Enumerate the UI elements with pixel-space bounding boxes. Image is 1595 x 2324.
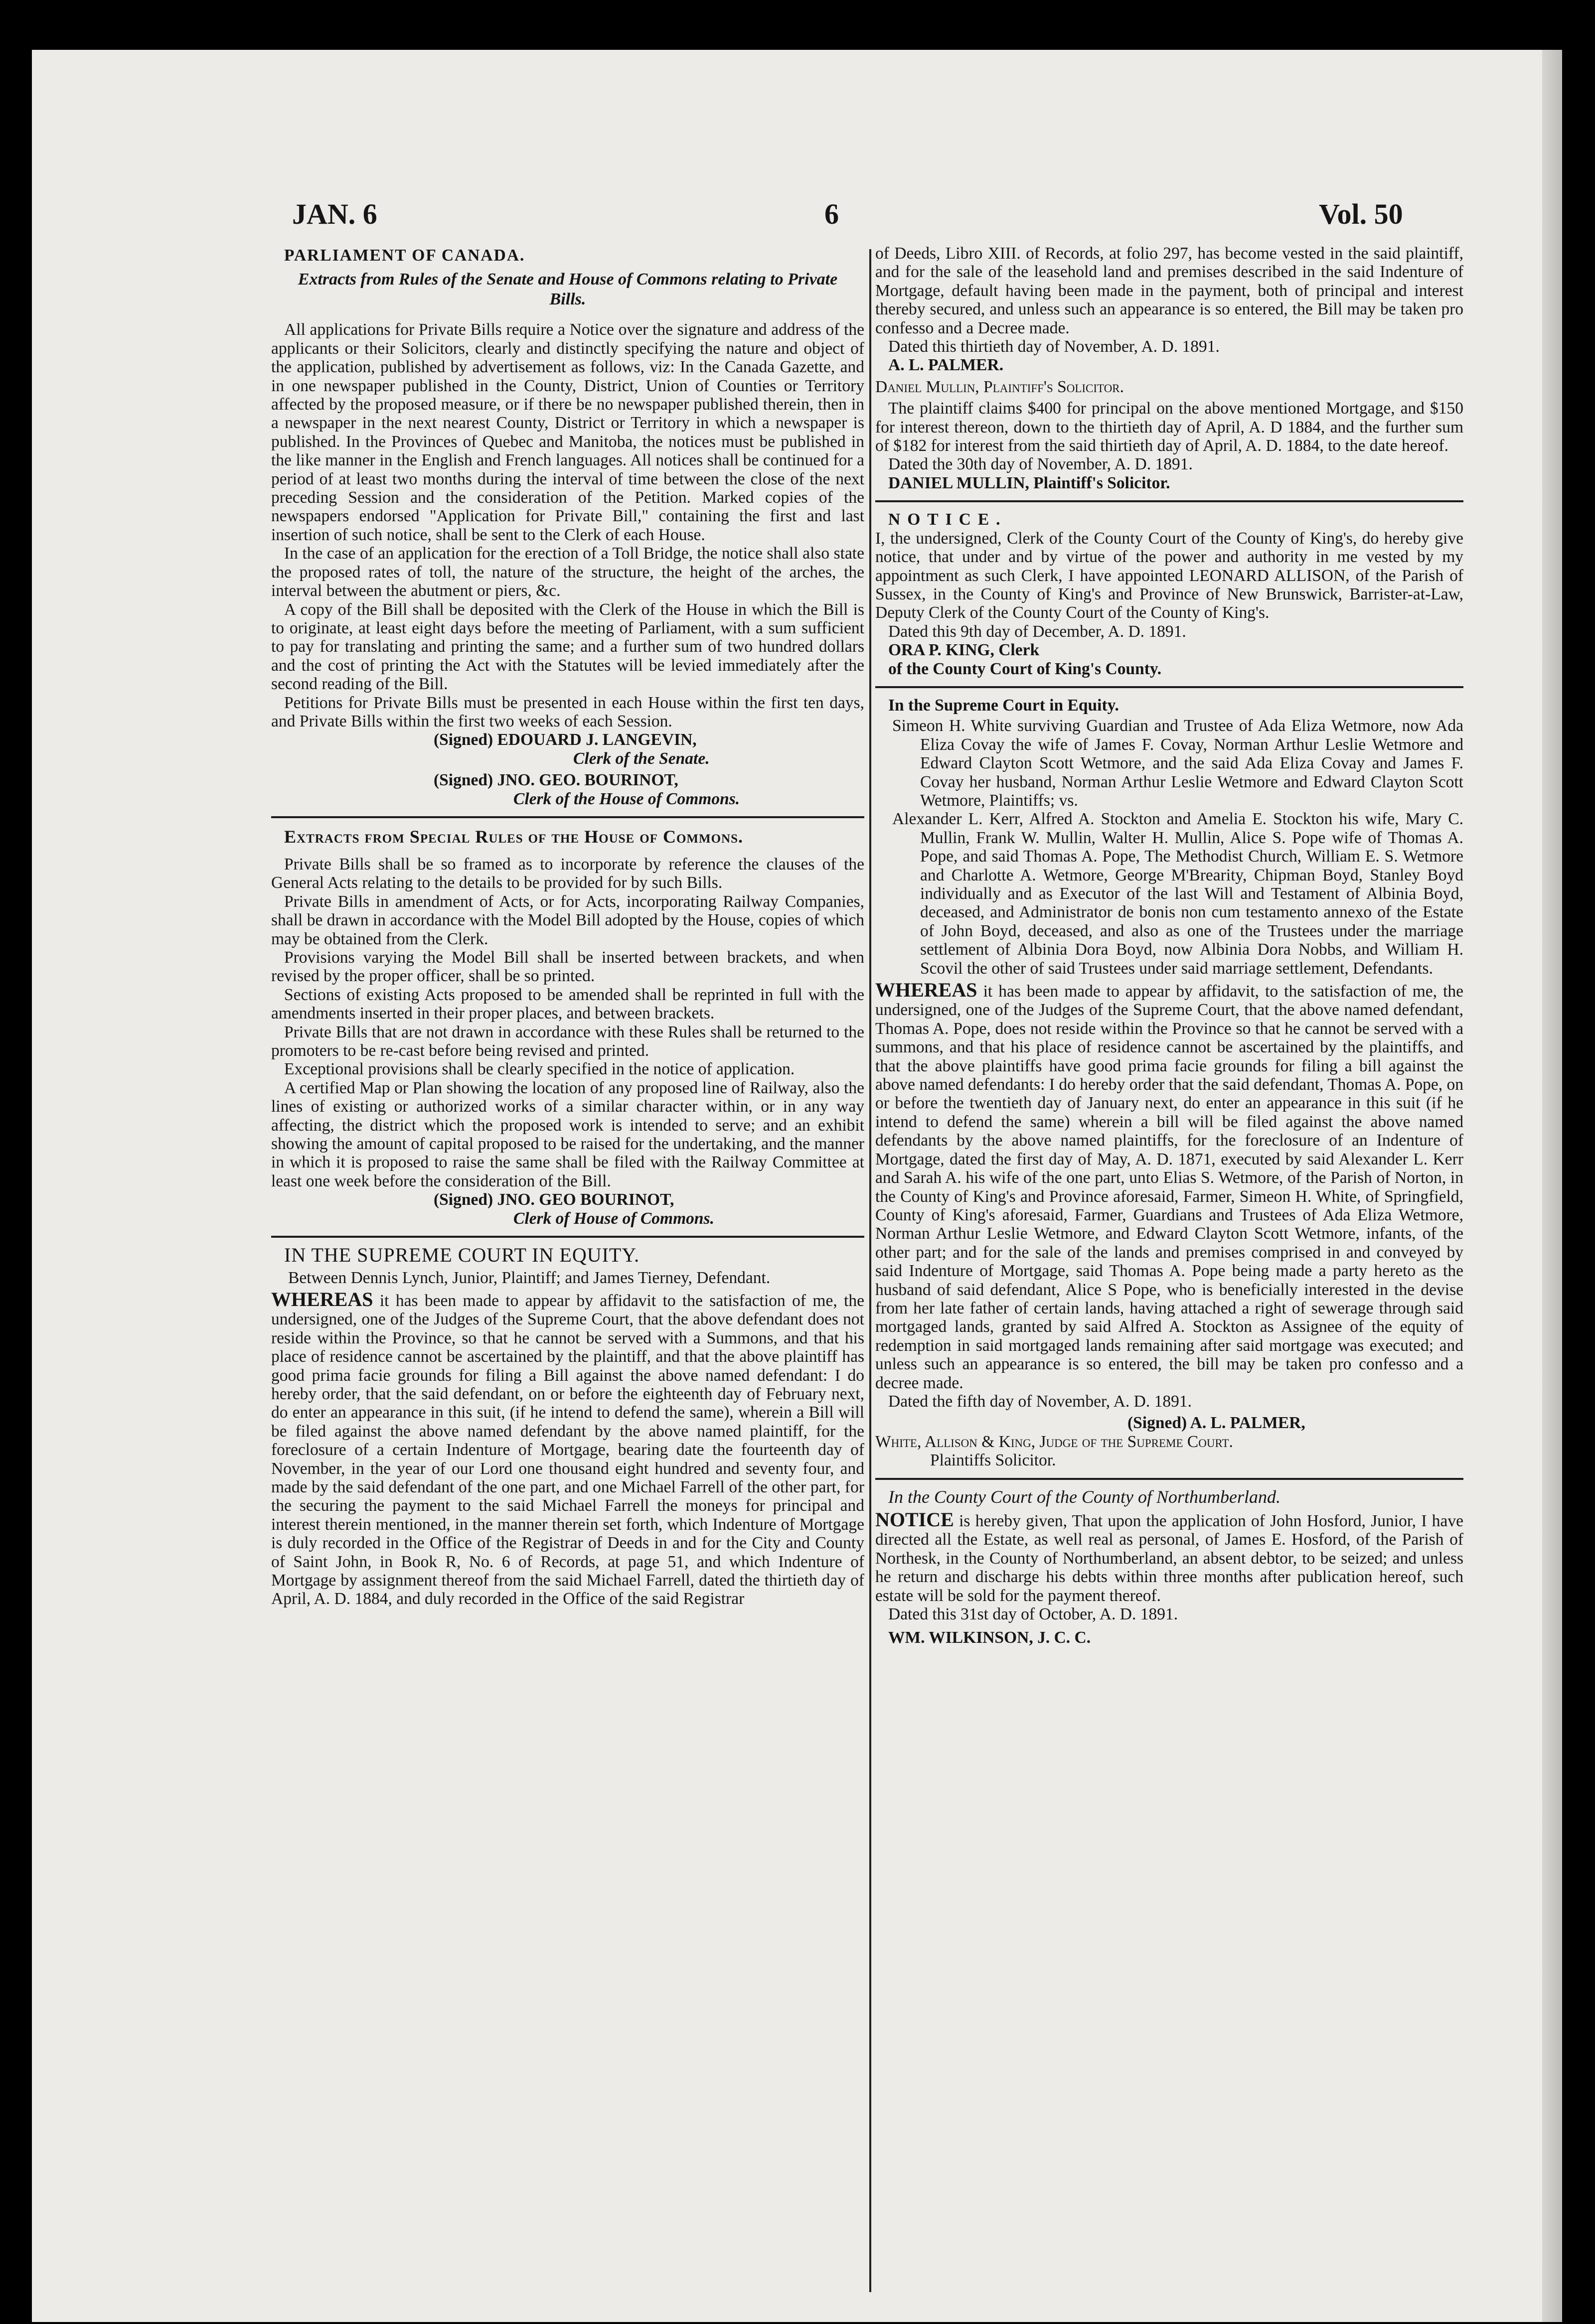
north-body: is hereby given, That upon the application of John Hosford, Junior, I have directed all the Estate, as well real as personal, of James E. Hosford, of the Parish of Northesk, in the County of Northumberland, an absent debtor, to be seized; and unless he return and discharge his debts within three months after publication hereof, such estate will be sold for the payment thereof.	[875, 1512, 1463, 1605]
signature-line: (Signed) EDOUARD J. LANGEVIN,	[434, 730, 697, 749]
paragraph: Dated this 31st day of October, A. D. 1891.	[888, 1605, 1178, 1624]
supreme-court-white-notice	[875, 696, 1463, 1470]
paragraph	[875, 1510, 1463, 1605]
special-rules-notice	[271, 826, 864, 1228]
signature-line: ORA P. KING, Clerk	[888, 641, 1040, 660]
signature-title: Clerk of the House of Commons.	[513, 789, 740, 808]
signature-line: A. L. PALMER.	[888, 356, 1004, 375]
header-volume: Vol. 50	[1319, 198, 1403, 230]
special-rules-signature	[271, 1190, 864, 1228]
paragraph: Dated this thirtieth day of November, A. D. 1891.	[888, 337, 1220, 356]
whereas: WHEREAS	[875, 979, 977, 1002]
paragraph: Dated the 30th day of November, A. D. 1891.	[888, 455, 1193, 474]
northumberland-notice	[875, 1488, 1463, 1647]
paragraph: All applications for Private Bills require a Notice over the signature and address of the applicants or their Solicitors, clearly and distinctly specifying the nature and object of the application, published by advertisement as follows, viz: In the Canada Gazette, and in one newspaper published in the County, District, Union of Counties or Territory affected by the proposed measure, or if there be no newspaper published therein, then in a newspaper in the next nearest County, District or Territory in which a newspaper is published. In the Provinces of Quebec and Manitoba, the notices must be published in the like manner in the English and French languages. All notices shall be continued for a period of at least two months during the interval of time between the close of the next preceding Session and the consideration of the Petition. Marked copies of the newspapers endorsed "Application for Private Bill," containing the first and last insertion of such notice, shall be sent to the Clerk of each House.	[271, 320, 864, 544]
parties: Between Dennis Lynch, Junior, Plaintiff; and James Tierney, Defendant.	[288, 1268, 771, 1287]
divider	[271, 816, 864, 818]
signature-line: (Signed) A. L. PALMER,	[1127, 1414, 1305, 1433]
paragraph: of Deeds, Libro XIII. of Records, at folio 297, has become vested in the said plaintiff, and for the sale of the leasehold land and premises described in the said Indenture of Mortgage, default having been made in the payment, both of principal and interest thereby secured, and unless such an appearance is so entered, the Bill may be taken pro confesso and a Decree made.	[875, 244, 1463, 337]
left-column	[271, 244, 864, 2292]
signature-line: (Signed) JNO. GEO BOURINOT,	[434, 1190, 674, 1209]
paragraph: Dated the fifth day of November, A. D. 1891.	[888, 1392, 1192, 1411]
court-title: In the Supreme Court in Equity.	[888, 696, 1119, 715]
court-signature	[875, 1414, 1463, 1432]
supreme-court-lynch-notice	[271, 1246, 864, 1608]
notice-heading: NOTICE.	[888, 510, 1007, 529]
paragraph: The plaintiff claims $400 for principal on the above mentioned Mortgage, and $150 for interest thereon, down to the thirtieth day of April, A. D 1884, and the further sum of $182 for interest from the said thirtieth day of April, A. D. 1884, to the date hereof.	[875, 399, 1463, 455]
court-body: it has been made to appear by affidavit to the satisfaction of me, the undersigned, one of the Judges of the Supreme Court, that the above defendant does not reside within the Province, so that he cannot be served with a Summons, and that his place of residence cannot be ascertained by the plaintiff, and that the above plaintiff has good prima facie grounds for filing a Bill against the above named defendant: I do hereby order, that the said defendant, on or before the eighteenth day of February next, do enter an appearance in this suit, (if he intend to defend the same), wherein a Bill will be filed against the above named defendant by the above named plaintiff, for the foreclosure of a certain Indenture of Mortgage, bearing date the fourteenth day of November, in the year of our Lord one thousand eight hundred and seventy four, and made by the said defendant of the one part, and one Michael Farrell of the other part, for the securing the payment to the said Michael Farrell the moneys for principal and interest therein mentioned, in the manner therein set forth, which Indenture of Mortgage is duly recorded in the Office of the Registrar of Deeds in and for the City and County of Saint John, in Book R, No. 6 of Records, at page 51, and which Indenture of Mortgage by assignment thereof from the said Michael Farrell, dated the thirtieth day of April, A. D. 1884, and duly recorded in the Office of the said Registrar	[271, 1291, 864, 1608]
paragraph: Provisions varying the Model Bill shall be inserted between brackets, and when revised by the proper officer, shall be so printed.	[271, 948, 864, 986]
signature-line: (Signed) JNO. GEO. BOURINOT,	[434, 771, 678, 790]
plaintiffs: Simeon H. White surviving Guardian and Trustee of Ada Eliza Wetmore, now Ada Eliza Covay the wife of James F. Covay, Norman Arthur Leslie Wetmore and Edward Clayton Scott Wetmore, and the said Ada Eliza Covay and James F. Covay her husband, Norman Arthur Leslie Wetmore and Edward Clayton Scott Wetmore, Plaintiffs; vs.	[892, 717, 1463, 810]
paragraph: Private Bills in amendment of Acts, or for Acts, incorporating Railway Companies, shall be drawn in accordance with the Model Bill adopted by the House, copies of which may be obtained from the Clerk.	[271, 892, 864, 948]
signature-line: DANIEL MULLIN, Plaintiff's Solicitor.	[888, 473, 1170, 492]
kings-county-notice	[875, 510, 1463, 678]
divider	[875, 1478, 1463, 1480]
right-column	[875, 244, 1463, 2292]
paragraph: Sections of existing Acts proposed to be amended shall be reprinted in full with the amendments inserted in their proper places, and between brackets.	[271, 985, 864, 1023]
header-page-number: 6	[824, 198, 839, 230]
court-body: it has been made to appear by affidavit, to the satisfaction of me, the undersigned, one of the Judges of the Supreme Court, that the above named defendant, Thomas A. Pope, does not reside within the Province so that he cannot be served with a summons, and that his place of residence cannot be ascertained by the plaintiffs, and that the above plaintiffs have good prima facie grounds for filing a bill against the above named defendants: I do hereby order that the said defendant, Thomas A. Pope, on or before the twentieth day of January next, do enter an appearance in this suit (if he intend to defend the same) wherein a bill will be filed against the above named defendants by the above named plaintiffs, for the foreclosure of an Indenture of Mortgage, dated the first day of May, A. D. 1871, executed by said Alexander L. Kerr and Sarah A. his wife of the one part, unto Elias S. Wetmore, of the Parish of Norton, in the County of King's and Province aforesaid, Farmer, Simeon H. White, of Springfield, County of King's aforesaid, Farmer, Guardians and Trustees of Ada Eliza Wetmore, Norman Arthur Leslie Wetmore, and Edward Clayton Scott Wetmore, infants, of the other part; and for the sale of the lands and premises comprised in and conveyed by said Indenture of Mortgage, said Thomas A. Pope being made a party hereto as the husband of said defendant, Alice S Pope, who is beneficially interested in the devise from her late father of certain lands, having attached a right of sewerage through said mortgaged lands, granted by said Alfred A. Stockton as Assignee of the equity of redemption in said mortgaged lands remaining after said mortgage was executed; and unless such an appearance is so entered, the bill may be taken pro confesso and a decree made.	[875, 982, 1463, 1392]
parliament-subtitle: Extracts from Rules of the Senate and House of Commons relating to Private Bills.	[298, 270, 838, 309]
signature-title: Clerk of House of Commons.	[513, 1209, 714, 1228]
parliament-notice	[271, 246, 864, 808]
paragraph: Private Bills that are not drawn in accordance with these Rules shall be returned to the promoters to be re-cast before being revised and printed.	[271, 1022, 864, 1060]
paragraph: Exceptional provisions shall be clearly specified in the notice of application.	[284, 1060, 795, 1079]
parliament-body	[271, 320, 864, 730]
special-rules-title: Extracts from Special Rules of the House of Commons.	[284, 826, 743, 847]
paragraph: A certified Map or Plan showing the location of any proposed line of Railway, also the lines of existing or authorized works of a similar character within, or in any way affecting, the district which the proposed work is intended to serve; and an exhibit showing the amount of capital proposed to be raised for the undertaking, and the manner in which it is proposed to raise the same shall be filed with the Railway Committee at least one week before the consideration of the Bill.	[271, 1078, 864, 1190]
solicitor-title: Plaintiffs Solicitor.	[930, 1451, 1056, 1470]
paragraph: A copy of the Bill shall be deposited with the Clerk of the House in which the Bill is to originate, at least eight days before the meeting of Parliament, with a sum sufficient to pay for translating and printing the same; and a further sum of two hundred dollars and the cost of printing the Act with the Statutes will be levied immediately after the second reading of the Bill.	[271, 600, 864, 694]
notice-word: NOTICE	[875, 1508, 954, 1531]
mullin-notice-continued	[875, 244, 1463, 492]
signature-line: WM. WILKINSON, J. C. C.	[888, 1628, 1091, 1647]
paragraph: Private Bills shall be so framed as to incorporate by reference the clauses of the General Acts relating to the details to be provided for by such Bills.	[271, 855, 864, 892]
page-edge	[1542, 50, 1562, 2322]
solicitor-line: White, Allison & King, Judge of the Supreme Court.	[875, 1432, 1233, 1451]
whereas: WHEREAS	[271, 1288, 373, 1310]
county-court-title: In the County Court of the County of Northumberland.	[888, 1486, 1280, 1507]
header-date: JAN. 6	[292, 198, 377, 230]
paragraph: I, the undersigned, Clerk of the County Court of the County of King's, do hereby give notice, that under and by virtue of the power and authority in me vested by my appointment as such Clerk, I have appointed LEONARD ALLISON, of the Parish of Sussex, in the County of King's and Province of New Brunswick, Barrister-at-Law, Deputy Clerk of the County Court of the County of King's.	[875, 529, 1463, 622]
solicitor-line: Daniel Mullin, Plaintiff's Solicitor.	[875, 377, 1124, 396]
divider	[271, 1236, 864, 1238]
newspaper-page	[32, 50, 1562, 2322]
paragraph: In the case of an application for the erection of a Toll Bridge, the notice shall also state the proposed rates of toll, the nature of the structure, the height of the arches, the interval between the abutment or piers, &c.	[271, 544, 864, 600]
paragraph: Petitions for Private Bills must be presented in each House within the first ten days, and Private Bills within the first two weeks of each Session.	[271, 693, 864, 730]
paragraph	[875, 981, 1463, 1392]
column-rule	[869, 249, 871, 2292]
signature-title: Clerk of the Senate.	[573, 749, 710, 768]
paragraph: Dated this 9th day of December, A. D. 1891.	[888, 622, 1186, 641]
divider	[875, 500, 1463, 502]
signature-title: of the County Court of King's County.	[888, 659, 1162, 678]
special-rules-body	[271, 855, 864, 1190]
paragraph	[271, 1290, 864, 1608]
parliament-signatures	[271, 730, 864, 808]
court-title: IN THE SUPREME COURT IN EQUITY.	[284, 1244, 640, 1267]
divider	[875, 686, 1463, 688]
parliament-title: PARLIAMENT OF CANADA.	[284, 246, 525, 265]
defendants: Alexander L. Kerr, Alfred A. Stockton and Amelia E. Stockton his wife, Mary C. Mullin, Frank W. Mullin, Walter H. Mullin, Alice S. Pope wife of Thomas A. Pope, and said Thomas A. Pope, The Methodist Church, William E. S. Wetmore and Charlotte A. Wetmore, George M'Brearity, Chipman Boyd, Stanley Boyd individually and as Executor of the last Will and Testament of Albinia Boyd, deceased, and Administrator de bonis non cum testamento annexo of the Estate of John Boyd, deceased, and also as one of the Trustees under the marriage settlement of Albinia Dora Boyd, now Albinia Dora Nobbs, and William H. Scovil the other of said Trustees under said marriage settlement, Defendants.	[892, 810, 1463, 978]
